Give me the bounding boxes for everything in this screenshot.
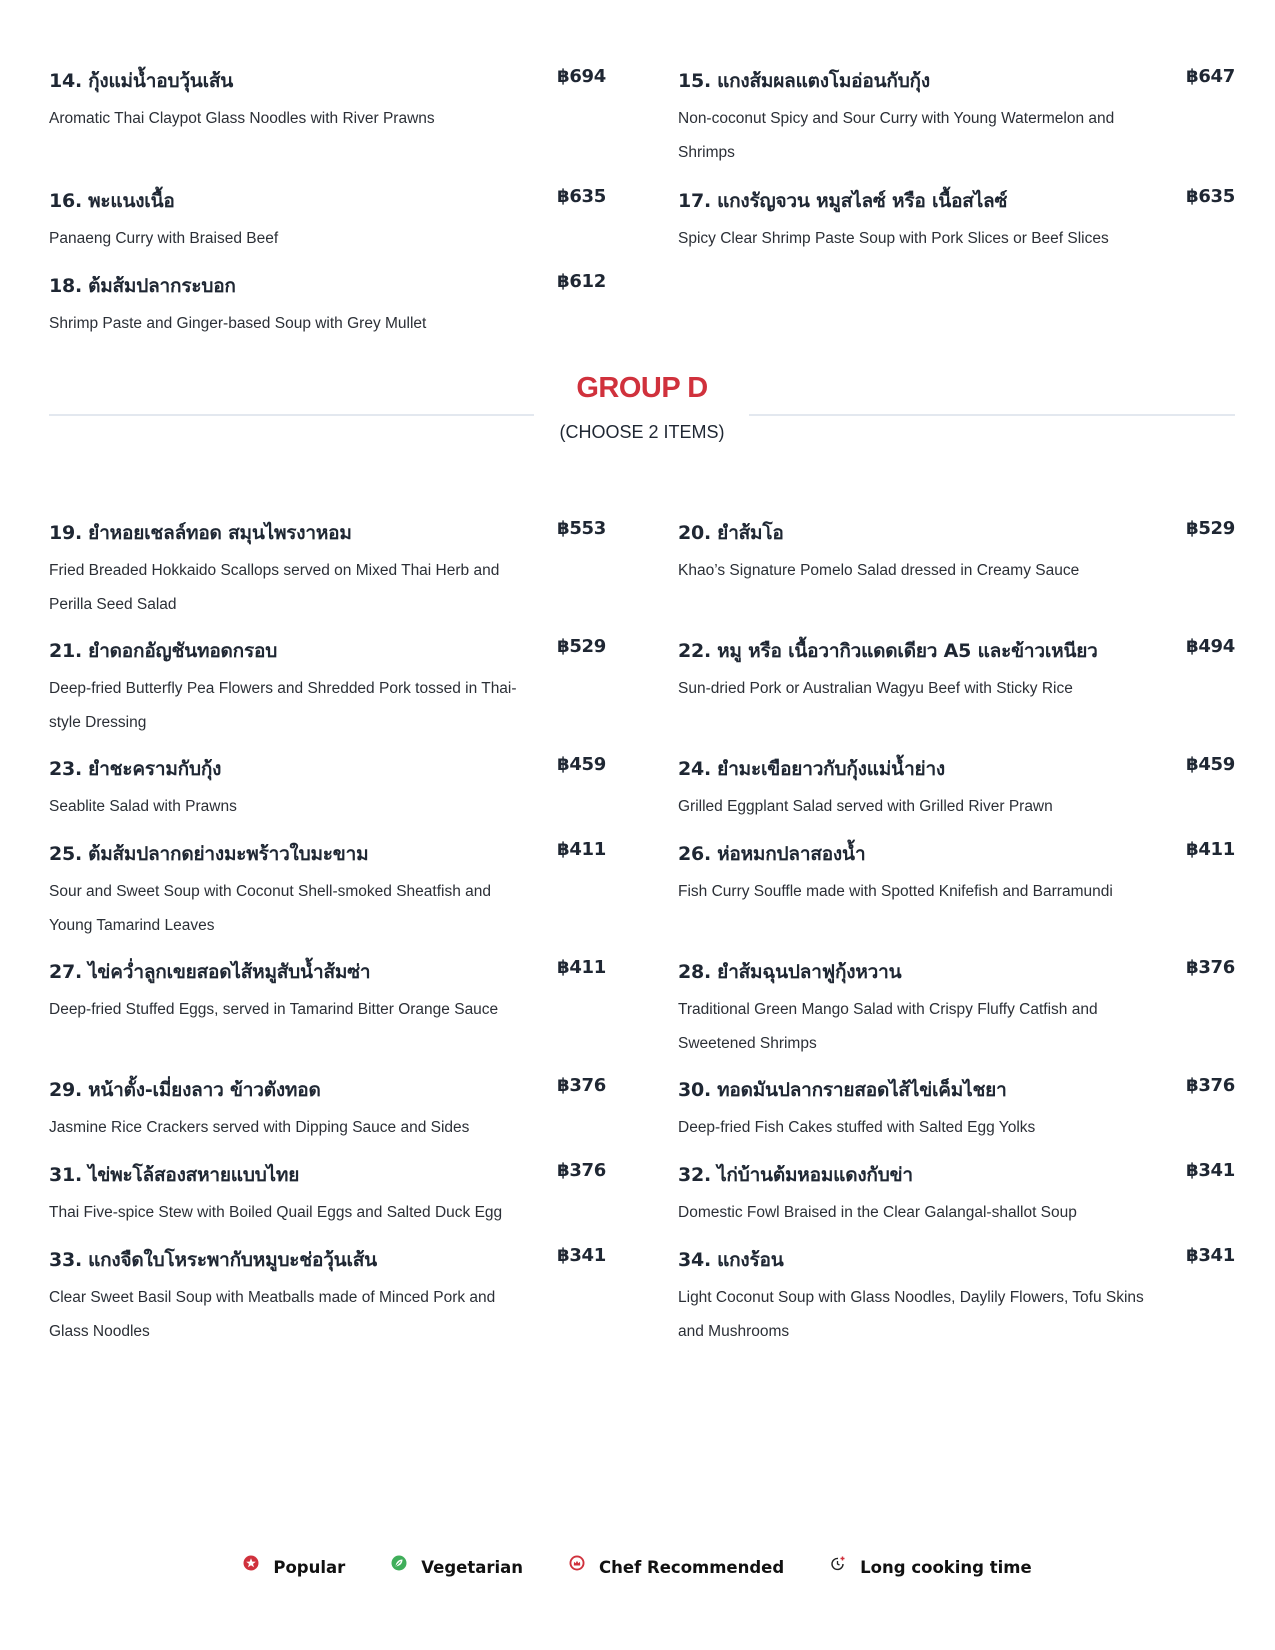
item-name: 18. ต้มส้มปลากระบอก xyxy=(49,275,236,297)
menu-item xyxy=(49,955,606,1073)
menu-item xyxy=(678,955,1235,1073)
item-price: ฿647 xyxy=(1186,66,1235,87)
group-d-items xyxy=(49,516,1235,1361)
legend xyxy=(0,1558,1275,1577)
group-title: GROUP D xyxy=(576,372,708,404)
item-price: ฿411 xyxy=(557,957,606,978)
item-name: 27. ไข่คว่ำลูกเขยสอดไส้หมูสับน้ำส้มซ่า xyxy=(49,961,371,983)
item-name: 21. ยำดอกอัญชันทอดกรอบ xyxy=(49,640,278,662)
item-description: Panaeng Curry with Braised Beef xyxy=(49,230,279,247)
item-description: Deep-fried Stuffed Eggs, served in Tamarind Bitter Orange Sauce xyxy=(49,1001,499,1018)
menu-item xyxy=(49,752,606,837)
menu-item xyxy=(678,634,1235,752)
item-price: ฿411 xyxy=(557,839,606,860)
item-name: 19. ยำหอยเชลล์ทอด สมุนไพรงาหอม xyxy=(49,522,352,544)
menu-item xyxy=(678,1243,1235,1361)
item-price: ฿376 xyxy=(557,1160,606,1181)
item-name: 22. หมู หรือ เนื้อวากิวแดดเดียว A5 และข้าวเหนียว xyxy=(678,640,1098,662)
item-price: ฿341 xyxy=(557,1245,606,1266)
chef-hat-icon xyxy=(569,1555,585,1571)
item-description: Fried Breaded Hokkaido Scallops served on Mixed Thai Herb and Perilla Seed Salad xyxy=(49,562,500,613)
menu-item xyxy=(49,837,606,955)
divider-right xyxy=(749,414,1235,416)
item-description: Sun-dried Pork or Australian Wagyu Beef with Sticky Rice xyxy=(678,680,1073,697)
item-price: ฿376 xyxy=(1186,957,1235,978)
item-price: ฿635 xyxy=(557,186,606,207)
item-name: 29. หน้าตั้ง-เมี่ยงลาว ข้าวตังทอด xyxy=(49,1079,321,1101)
menu-item xyxy=(678,1158,1235,1243)
item-price: ฿694 xyxy=(557,66,606,87)
menu-item xyxy=(678,1073,1235,1158)
menu-item xyxy=(678,64,1235,184)
item-name: 30. ทอดมันปลากรายสอดไส้ไข่เค็มไชยา xyxy=(678,1079,1007,1101)
item-description: Grilled Eggplant Salad served with Grilled River Prawn xyxy=(678,798,1053,815)
item-name: 31. ไข่พะโล้สองสหายแบบไทย xyxy=(49,1164,300,1186)
legend-long-cooking: Long cooking time xyxy=(830,1558,1031,1577)
item-description: Domestic Fowl Braised in the Clear Galangal-shallot Soup xyxy=(678,1204,1077,1221)
item-price: ฿529 xyxy=(1186,518,1235,539)
item-price: ฿553 xyxy=(557,518,606,539)
menu-item xyxy=(49,634,606,752)
item-description: Shrimp Paste and Ginger-based Soup with Grey Mullet xyxy=(49,315,427,332)
divider-left xyxy=(49,414,534,416)
item-description: Fish Curry Souffle made with Spotted Knifefish and Barramundi xyxy=(678,883,1113,900)
legend-vegetarian: Vegetarian xyxy=(391,1558,523,1577)
item-price: ฿341 xyxy=(1186,1245,1235,1266)
menu-item xyxy=(49,184,606,269)
item-name: 34. แกงร้อน xyxy=(678,1249,784,1271)
menu-item xyxy=(49,1243,606,1361)
menu-item xyxy=(678,184,1235,269)
item-description: Khao’s Signature Pomelo Salad dressed in Creamy Sauce xyxy=(678,562,1080,579)
item-name: 24. ยำมะเขือยาวกับกุ้งแม่น้ำย่าง xyxy=(678,758,946,780)
left-column xyxy=(49,516,606,1361)
item-name: 16. พะแนงเนื้อ xyxy=(49,190,175,212)
left-column xyxy=(49,64,606,354)
item-description: Light Coconut Soup with Glass Noodles, Daylily Flowers, Tofu Skins and Mushrooms xyxy=(678,1289,1144,1340)
item-price: ฿494 xyxy=(1186,636,1235,657)
item-price: ฿376 xyxy=(557,1075,606,1096)
menu-item xyxy=(678,837,1235,955)
item-name: 28. ยำส้มฉุนปลาฟูกุ้งหวาน xyxy=(678,961,902,983)
item-name: 26. ห่อหมกปลาสองน้ำ xyxy=(678,843,866,865)
menu-item xyxy=(678,516,1235,634)
legend-popular: Popular xyxy=(243,1558,345,1577)
legend-chef-recommended: Chef Recommended xyxy=(569,1558,784,1577)
item-price: ฿459 xyxy=(1186,754,1235,775)
menu-item xyxy=(49,269,606,354)
item-description: Sour and Sweet Soup with Coconut Shell-smoked Sheatfish and Young Tamarind Leaves xyxy=(49,883,492,934)
item-price: ฿376 xyxy=(1186,1075,1235,1096)
item-name: 20. ยำส้มโอ xyxy=(678,522,784,544)
long-cooking-clock-icon xyxy=(830,1555,846,1571)
item-name: 15. แกงส้มผลแตงโมอ่อนกับกุ้ง xyxy=(678,70,930,92)
group-d-header xyxy=(49,372,1235,452)
item-description: Traditional Green Mango Salad with Crispy Fluffy Catfish and Sweetened Shrimps xyxy=(678,1001,1098,1052)
item-price: ฿411 xyxy=(1186,839,1235,860)
item-name: 32. ไก่บ้านต้มหอมแดงกับข่า xyxy=(678,1164,913,1186)
right-column xyxy=(678,64,1235,354)
group-subtitle: (CHOOSE 2 ITEMS) xyxy=(559,422,725,442)
item-description: Spicy Clear Shrimp Paste Soup with Pork Slices or Beef Slices xyxy=(678,230,1109,247)
menu-item xyxy=(49,1073,606,1158)
item-description: Jasmine Rice Crackers served with Dipping Sauce and Sides xyxy=(49,1119,470,1136)
item-name: 25. ต้มส้มปลากดย่างมะพร้าวใบมะขาม xyxy=(49,843,369,865)
item-description: Thai Five-spice Stew with Boiled Quail Eggs and Salted Duck Egg xyxy=(49,1204,503,1221)
item-name: 14. กุ้งแม่น้ำอบวุ้นเส้น xyxy=(49,70,234,92)
group-c-items xyxy=(49,64,1235,354)
item-description: Clear Sweet Basil Soup with Meatballs made of Minced Pork and Glass Noodles xyxy=(49,1289,496,1340)
menu-item xyxy=(49,1158,606,1243)
item-price: ฿341 xyxy=(1186,1160,1235,1181)
item-price: ฿459 xyxy=(557,754,606,775)
right-column xyxy=(678,516,1235,1361)
item-description: Deep-fried Fish Cakes stuffed with Salted Egg Yolks xyxy=(678,1119,1036,1136)
item-price: ฿612 xyxy=(557,271,606,292)
item-name: 33. แกงจืดใบโหระพากับหมูบะช่อวุ้นเส้น xyxy=(49,1249,377,1271)
item-description: Deep-fried Butterfly Pea Flowers and Shredded Pork tossed in Thai-style Dressing xyxy=(49,680,517,731)
item-description: Non-coconut Spicy and Sour Curry with Young Watermelon and Shrimps xyxy=(678,110,1115,161)
menu-item xyxy=(49,516,606,634)
menu-item xyxy=(49,64,606,184)
item-price: ฿529 xyxy=(557,636,606,657)
menu-item xyxy=(678,752,1235,837)
item-name: 23. ยำชะครามกับกุ้ง xyxy=(49,758,222,780)
item-price: ฿635 xyxy=(1186,186,1235,207)
item-description: Aromatic Thai Claypot Glass Noodles with River Prawns xyxy=(49,110,435,127)
vegetarian-leaf-icon xyxy=(391,1555,407,1571)
popular-star-icon xyxy=(243,1555,259,1571)
item-name: 17. แกงรัญจวน หมูสไลซ์ หรือ เนื้อสไลซ์ xyxy=(678,190,1008,212)
item-description: Seablite Salad with Prawns xyxy=(49,798,237,815)
